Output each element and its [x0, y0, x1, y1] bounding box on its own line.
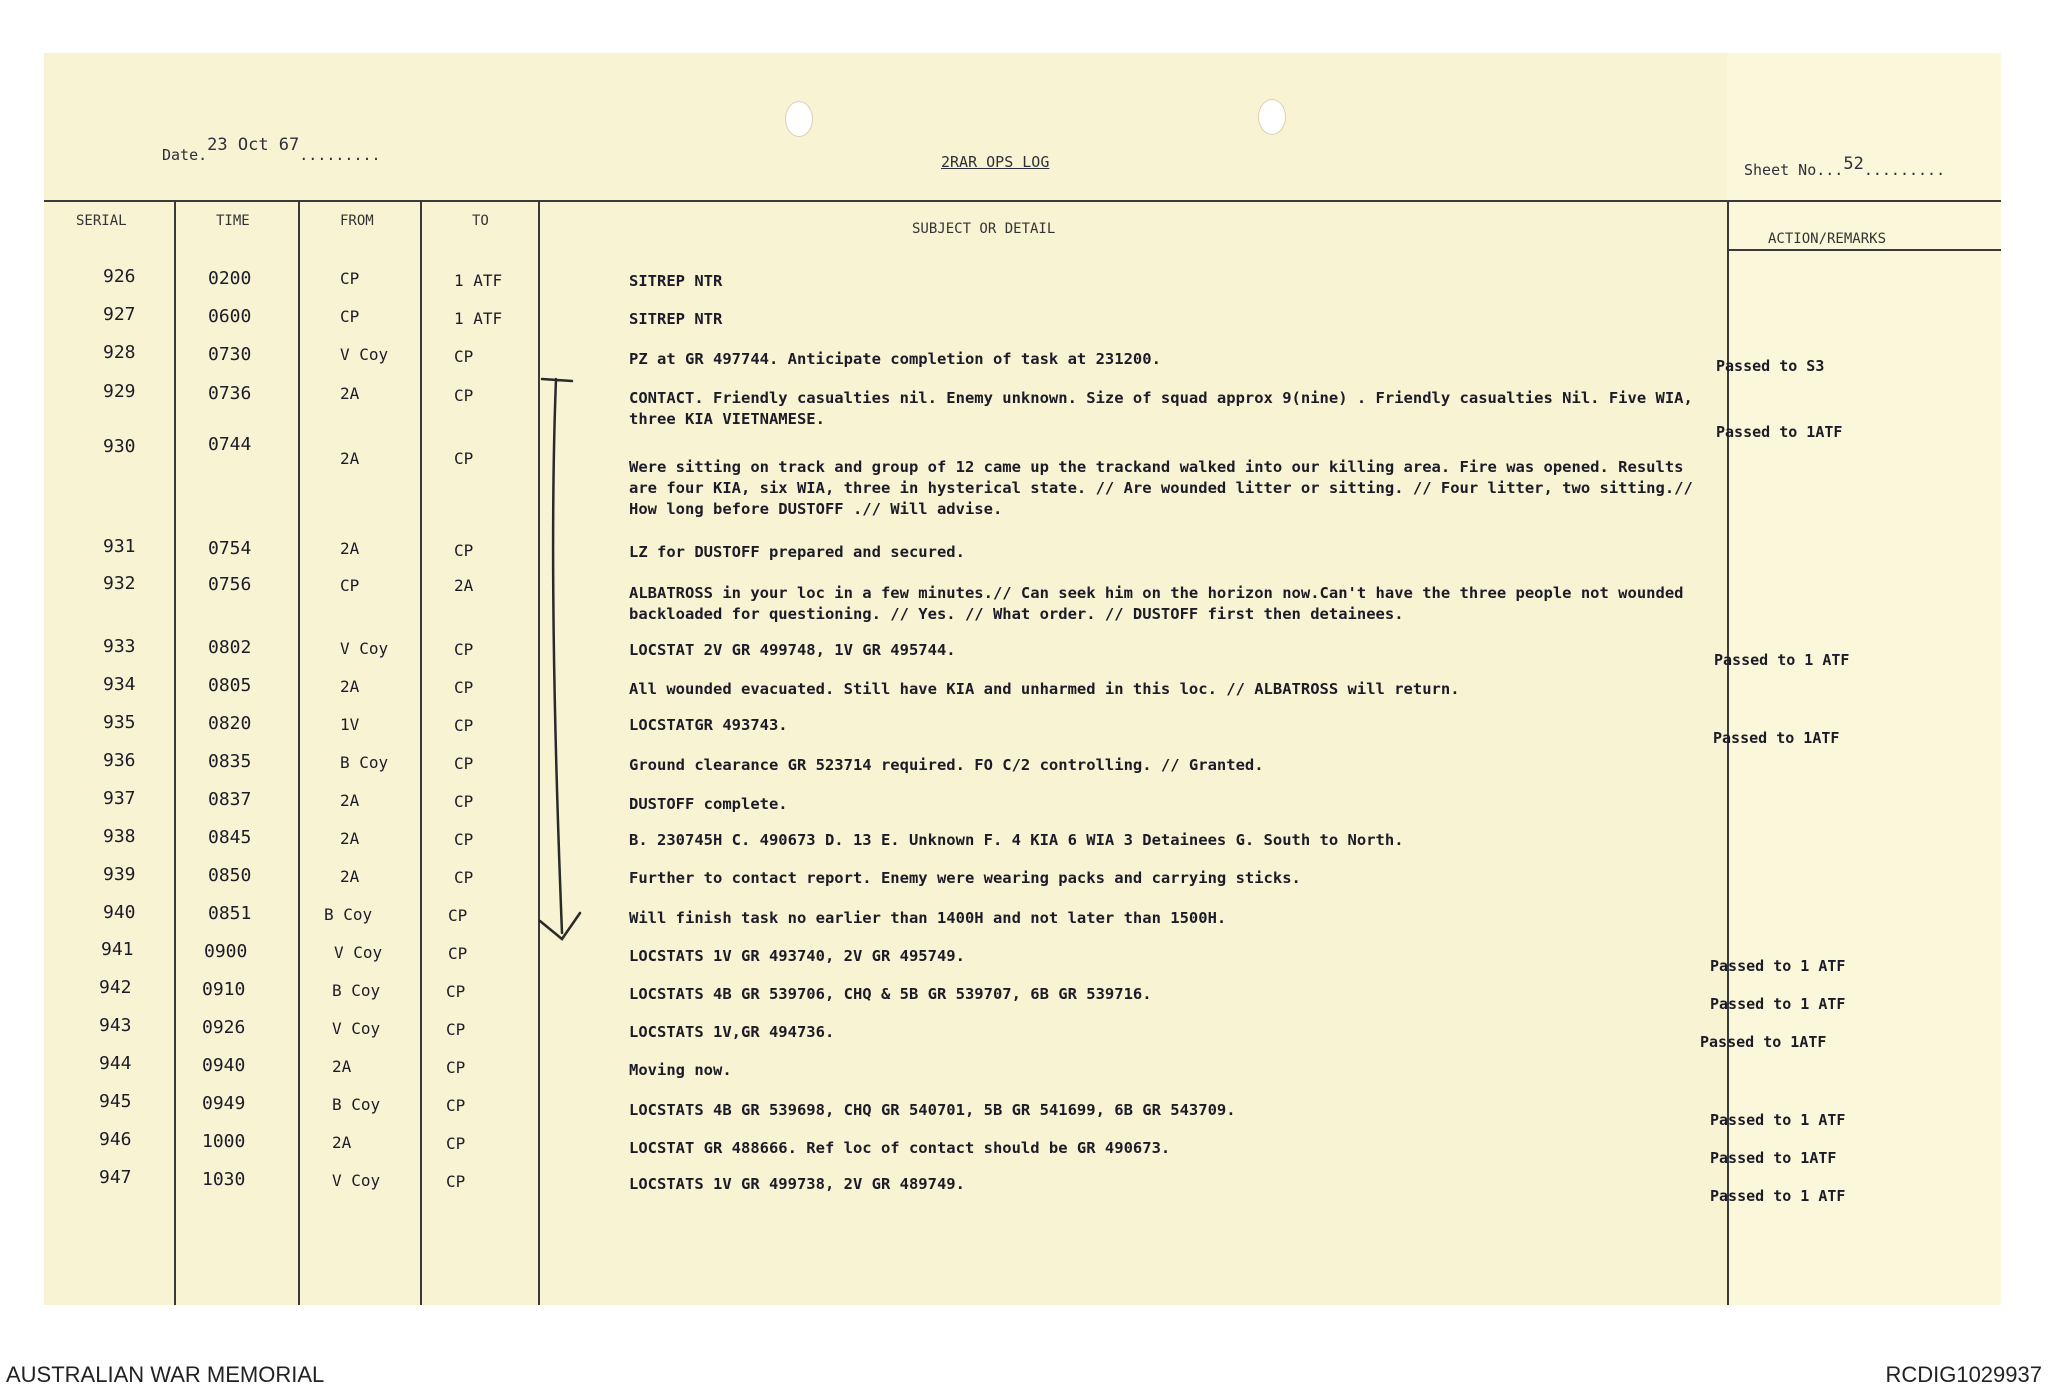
col-action-header: ACTION/REMARKS — [1768, 231, 1887, 247]
col-subject-header: SUBJECT OR DETAIL — [912, 221, 1056, 237]
from-cell: V Coy — [332, 1171, 381, 1190]
date-value: 23 Oct 67 — [207, 135, 300, 155]
detail-cell: LOCSTATS 1V,GR 494736. — [629, 1023, 835, 1041]
table-top-rule — [44, 200, 2001, 202]
date-field: Date.23 Oct 67......... — [162, 135, 381, 164]
detail-cell: All wounded evacuated. Still have KIA and unharmed in this loc. // ALBATROSS will return. — [629, 680, 1460, 698]
to-cell: CP — [446, 1058, 466, 1077]
serial-cell: 937 — [103, 788, 136, 809]
detail-cell: Were sitting on track and group of 12 came up the trackand walked into our killing area. Fire was opened. Results are four KIA, six WIA, three in hysterical state. // Are wounded litter or sitting. // Four litter, two sitting.// How long before DUSTOFF .// Will advise. — [629, 458, 1693, 518]
time-cell: 0926 — [202, 1017, 246, 1038]
detail-cell: SITREP NTR — [629, 272, 723, 290]
from-cell: B Coy — [332, 1095, 381, 1114]
to-cell: CP — [446, 1134, 466, 1153]
serial-cell: 938 — [103, 826, 136, 847]
remark-cell: Passed to 1ATF — [1713, 729, 1840, 747]
detail-cell: LOCSTATS 4B GR 539706, CHQ & 5B GR 539707, 6B GR 539716. — [629, 985, 1152, 1003]
time-cell: 0845 — [208, 827, 252, 848]
serial-cell: 929 — [103, 381, 136, 402]
detail-cell: ALBATROSS in your loc in a few minutes.// Can seek him on the horizon now.Can't have the three people not wounded backloaded for questioning. // Yes. // What order. // DUSTOFF first then detainees. — [629, 584, 1684, 623]
detail-cell: LOCSTATS 4B GR 539698, CHQ GR 540701, 5B GR 541699, 6B GR 543709. — [629, 1101, 1236, 1119]
detail-cell: Further to contact report. Enemy were wearing packs and carrying sticks. — [629, 869, 1301, 887]
from-cell: B Coy — [332, 981, 381, 1000]
sheet-number-field: Sheet No...52......... — [1744, 154, 1946, 179]
time-cell: 0910 — [202, 979, 246, 1000]
to-cell: CP — [454, 792, 474, 811]
time-cell: 0835 — [208, 751, 252, 772]
to-cell: CP — [446, 1172, 466, 1191]
to-cell: CP — [448, 906, 468, 925]
footer-archive-name: AUSTRALIAN WAR MEMORIAL — [6, 1362, 325, 1387]
time-cell: 0851 — [208, 903, 252, 924]
from-cell: 2A — [340, 677, 360, 696]
to-cell: CP — [454, 868, 474, 887]
punch-hole — [1258, 99, 1286, 135]
time-cell: 1000 — [202, 1131, 246, 1152]
remark-cell: Passed to S3 — [1716, 357, 1825, 375]
from-cell: 2A — [332, 1133, 352, 1152]
time-cell: 0802 — [208, 637, 252, 658]
serial-cell: 943 — [99, 1015, 132, 1036]
to-cell: 1 ATF — [454, 271, 503, 290]
time-cell: 0837 — [208, 789, 252, 810]
detail-cell: Moving now. — [629, 1061, 732, 1079]
to-cell: CP — [454, 754, 474, 773]
from-cell: 2A — [340, 829, 360, 848]
serial-cell: 939 — [103, 864, 136, 885]
time-cell: 0850 — [208, 865, 252, 886]
serial-cell: 947 — [99, 1167, 132, 1188]
log-sheet — [44, 53, 2001, 1305]
time-cell: 0756 — [208, 574, 252, 595]
time-cell: 0744 — [208, 434, 252, 455]
to-cell: CP — [446, 1096, 466, 1115]
to-cell: 1 ATF — [454, 309, 503, 328]
to-cell: CP — [454, 541, 474, 560]
col-time-header: TIME — [216, 213, 250, 229]
serial-cell: 944 — [99, 1053, 132, 1074]
remark-cell: Passed to 1 ATF — [1710, 995, 1846, 1013]
to-cell: CP — [448, 944, 468, 963]
time-cell: 0754 — [208, 538, 252, 559]
footer-record-id: RCDIG1029937 — [1885, 1362, 2042, 1387]
from-cell: V Coy — [340, 345, 389, 364]
time-cell: 0900 — [204, 941, 248, 962]
serial-cell: 936 — [103, 750, 136, 771]
serial-cell: 930 — [103, 436, 136, 457]
time-cell: 0940 — [202, 1055, 246, 1076]
from-cell: 2A — [340, 384, 360, 403]
time-cell: 0949 — [202, 1093, 246, 1114]
time-cell: 0820 — [208, 713, 252, 734]
from-cell: V Coy — [340, 639, 389, 658]
remark-cell: Passed to 1 ATF — [1710, 1111, 1846, 1129]
from-cell: 2A — [340, 539, 360, 558]
to-cell: CP — [446, 1020, 466, 1039]
time-cell: 0600 — [208, 306, 252, 327]
serial-cell: 928 — [103, 342, 136, 363]
detail-cell: PZ at GR 497744. Anticipate completion of task at 231200. — [629, 350, 1161, 368]
from-cell: B Coy — [324, 905, 373, 924]
to-cell: CP — [454, 678, 474, 697]
time-cell: 0805 — [208, 675, 252, 696]
detail-cell: LOCSTAT 2V GR 499748, 1V GR 495744. — [629, 641, 956, 659]
from-cell: 1V — [340, 715, 360, 734]
page-title: 2RAR OPS LOG — [941, 153, 1050, 171]
from-cell: B Coy — [340, 753, 389, 772]
serial-cell: 931 — [103, 536, 136, 557]
detail-cell: LZ for DUSTOFF prepared and secured. — [629, 543, 965, 561]
remark-cell: Passed to 1 ATF — [1714, 651, 1850, 669]
detail-cell: LOCSTAT GR 488666. Ref loc of contact should be GR 490673. — [629, 1139, 1171, 1157]
time-cell: 1030 — [202, 1169, 246, 1190]
time-cell: 0730 — [208, 344, 252, 365]
from-cell: 2A — [340, 449, 360, 468]
serial-cell: 934 — [103, 674, 136, 695]
serial-cell: 926 — [103, 266, 136, 287]
bracket-arrow-icon — [484, 373, 584, 953]
detail-cell: LOCSTATS 1V GR 499738, 2V GR 489749. — [629, 1175, 965, 1193]
time-cell: 0200 — [208, 268, 252, 289]
remark-cell: Passed to 1 ATF — [1710, 1187, 1846, 1205]
column-divider — [174, 200, 176, 1305]
serial-cell: 932 — [103, 573, 136, 594]
column-divider — [298, 200, 300, 1305]
detail-cell: LOCSTATGR 493743. — [629, 716, 788, 734]
remark-cell: Passed to 1 ATF — [1710, 957, 1846, 975]
from-cell: V Coy — [332, 1019, 381, 1038]
from-cell: 2A — [340, 791, 360, 810]
remark-cell: Passed to 1ATF — [1700, 1033, 1827, 1051]
serial-cell: 942 — [99, 977, 132, 998]
from-cell: V Coy — [334, 943, 383, 962]
remark-cell: Passed to 1ATF — [1716, 423, 1843, 441]
serial-cell: 941 — [101, 939, 134, 960]
detail-cell: B. 230745H C. 490673 D. 13 E. Unknown F. 4 KIA 6 WIA 3 Detainees G. South to North. — [629, 831, 1404, 849]
serial-cell: 927 — [103, 304, 136, 325]
detail-cell: Will finish task no earlier than 1400H and not later than 1500H. — [629, 909, 1227, 927]
time-cell: 0736 — [208, 383, 252, 404]
to-cell: CP — [454, 449, 474, 468]
col-to-header: TO — [472, 213, 489, 229]
to-cell: CP — [454, 386, 474, 405]
from-cell: CP — [340, 269, 360, 288]
to-cell: 2A — [454, 576, 474, 595]
col-from-header: FROM — [340, 213, 374, 229]
serial-cell: 933 — [103, 636, 136, 657]
date-label: Date. — [162, 146, 208, 164]
remarks-header-rule — [1727, 249, 2001, 251]
detail-cell: DUSTOFF complete. — [629, 795, 788, 813]
to-cell: CP — [454, 347, 474, 366]
from-cell: CP — [340, 307, 360, 326]
column-divider — [420, 200, 422, 1305]
to-cell: CP — [454, 716, 474, 735]
detail-cell: Ground clearance GR 523714 required. FO C/2 controlling. // Granted. — [629, 756, 1264, 774]
serial-cell: 945 — [99, 1091, 132, 1112]
detail-cell: SITREP NTR — [629, 310, 723, 328]
from-cell: 2A — [340, 867, 360, 886]
detail-cell: CONTACT. Friendly casualties nil. Enemy unknown. Size of squad approx 9(nine) . Friendly casualties Nil. Five WIA, three KIA VIETNAMESE. — [629, 389, 1693, 428]
col-serial-header: SERIAL — [76, 213, 127, 229]
punch-hole — [785, 101, 813, 137]
sheet-label: Sheet No. — [1744, 161, 1826, 179]
from-cell: CP — [340, 576, 360, 595]
remark-cell: Passed to 1ATF — [1710, 1149, 1837, 1167]
from-cell: 2A — [332, 1057, 352, 1076]
to-cell: CP — [446, 982, 466, 1001]
to-cell: CP — [454, 830, 474, 849]
to-cell: CP — [454, 640, 474, 659]
serial-cell: 935 — [103, 712, 136, 733]
serial-cell: 946 — [99, 1129, 132, 1150]
serial-cell: 940 — [103, 902, 136, 923]
detail-cell: LOCSTATS 1V GR 493740, 2V GR 495749. — [629, 947, 965, 965]
sheet-value: 52 — [1843, 154, 1864, 174]
